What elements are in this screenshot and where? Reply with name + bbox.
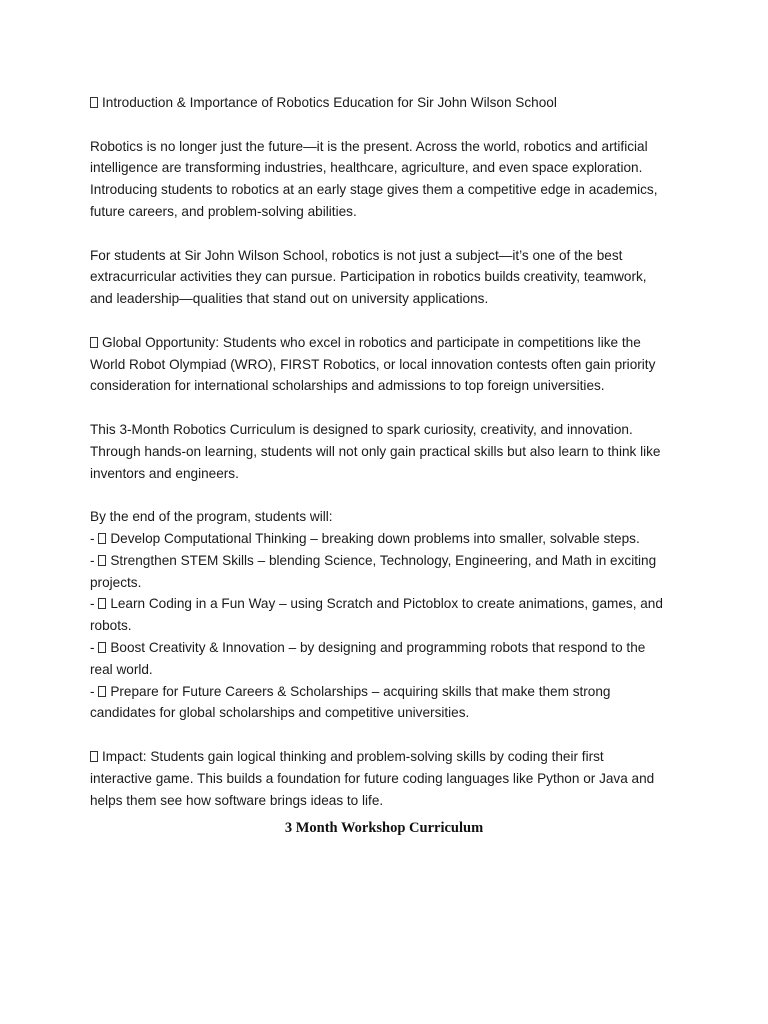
school-line: and leadership—qualities that stand out on university applications.: [90, 291, 489, 307]
impact-line: Impact: Students gain logical thinking and problem-solving skills by coding their first: [102, 748, 604, 764]
curriculum-line: inventors and engineers.: [90, 465, 239, 481]
outcome-text: Develop Computational Thinking – breaking down problems into smaller, solvable steps.: [110, 530, 640, 546]
missing-emoji-icon: [98, 642, 106, 653]
intro-paragraph: [90, 136, 680, 223]
list-item: - Prepare for Future Careers & Scholarships – acquiring skills that make them strong candidates for global scholarships and competitive universities.: [90, 681, 680, 725]
outcome-continuation: robots.: [90, 618, 132, 634]
list-item: - Develop Computational Thinking – breaking down problems into smaller, solvable steps.: [90, 530, 640, 546]
impact-line: interactive game. This builds a foundation for future coding languages like Python or Java and: [90, 770, 655, 786]
global-line: consideration for international scholarships and admissions to top foreign universities.: [90, 378, 605, 394]
outcomes-intro: By the end of the program, students will:: [90, 509, 333, 525]
outcome-text: Learn Coding in a Fun Way – using Scratch and Pictoblox to create animations, games, and: [110, 596, 663, 612]
curriculum-line: Through hands-on learning, students will not only gain practical skills but also learn to think like: [90, 443, 661, 459]
curriculum-line: This 3-Month Robotics Curriculum is designed to spark curiosity, creativity, and innovation.: [90, 421, 633, 437]
outcome-text: Strengthen STEM Skills – blending Science, Technology, Engineering, and Math in exciting: [110, 552, 657, 568]
missing-emoji-icon: [98, 533, 106, 544]
heading-text: Introduction & Importance of Robotics Education for Sir John Wilson School: [102, 95, 557, 110]
missing-emoji-icon: [90, 337, 98, 348]
list-item: - Boost Creativity & Innovation – by designing and programming robots that respond to the real world.: [90, 637, 680, 681]
missing-emoji-icon: [98, 598, 106, 609]
missing-emoji-icon: [90, 97, 98, 108]
list-item: - Strengthen STEM Skills – blending Science, Technology, Engineering, and Math in exciting projects.: [90, 550, 680, 594]
outcome-text: Prepare for Future Careers & Scholarships – acquiring skills that make them strong: [110, 683, 611, 699]
impact-paragraph: [90, 746, 680, 811]
global-line: World Robot Olympiad (WRO), FIRST Robotics, or local innovation contests often gain priority: [90, 356, 656, 372]
intro-line: intelligence are transforming industries, healthcare, agriculture, and even space exploration.: [90, 160, 643, 176]
outcome-continuation: projects.: [90, 574, 142, 590]
global-line: Global Opportunity: Students who excel in robotics and participate in competitions like the: [102, 334, 641, 350]
intro-line: future careers, and problem-solving abilities.: [90, 203, 357, 219]
outcome-text: Boost Creativity & Innovation – by designing and programming robots that respond to the: [110, 639, 646, 655]
school-paragraph: [90, 245, 680, 310]
document-body: [90, 92, 680, 811]
impact-line: helps them see how software brings ideas to life.: [90, 792, 384, 808]
outcomes-list: [90, 528, 680, 724]
school-line: For students at Sir John Wilson School, robotics is not just a subject—it’s one of the best: [90, 247, 623, 263]
outcome-continuation: candidates for global scholarships and competitive universities.: [90, 705, 470, 721]
outcomes-block: [90, 506, 680, 724]
missing-emoji-icon: [90, 751, 98, 762]
school-line: extracurricular activities they can pursue. Participation in robotics builds creativity, teamwork,: [90, 269, 647, 285]
global-opportunity-paragraph: [90, 332, 680, 397]
list-item: - Learn Coding in a Fun Way – using Scratch and Pictoblox to create animations, games, and robots.: [90, 593, 680, 637]
section-title: 3 Month Workshop Curriculum: [284, 820, 484, 836]
intro-line: Introducing students to robotics at an early stage gives them a competitive edge in academics,: [90, 182, 658, 198]
document-heading: [90, 92, 680, 114]
intro-line: Robotics is no longer just the future—it is the present. Across the world, robotics and artificial: [90, 138, 648, 154]
missing-emoji-icon: [98, 555, 106, 566]
curriculum-paragraph: [90, 419, 680, 484]
missing-emoji-icon: [98, 686, 106, 697]
outcome-continuation: real world.: [90, 661, 153, 677]
